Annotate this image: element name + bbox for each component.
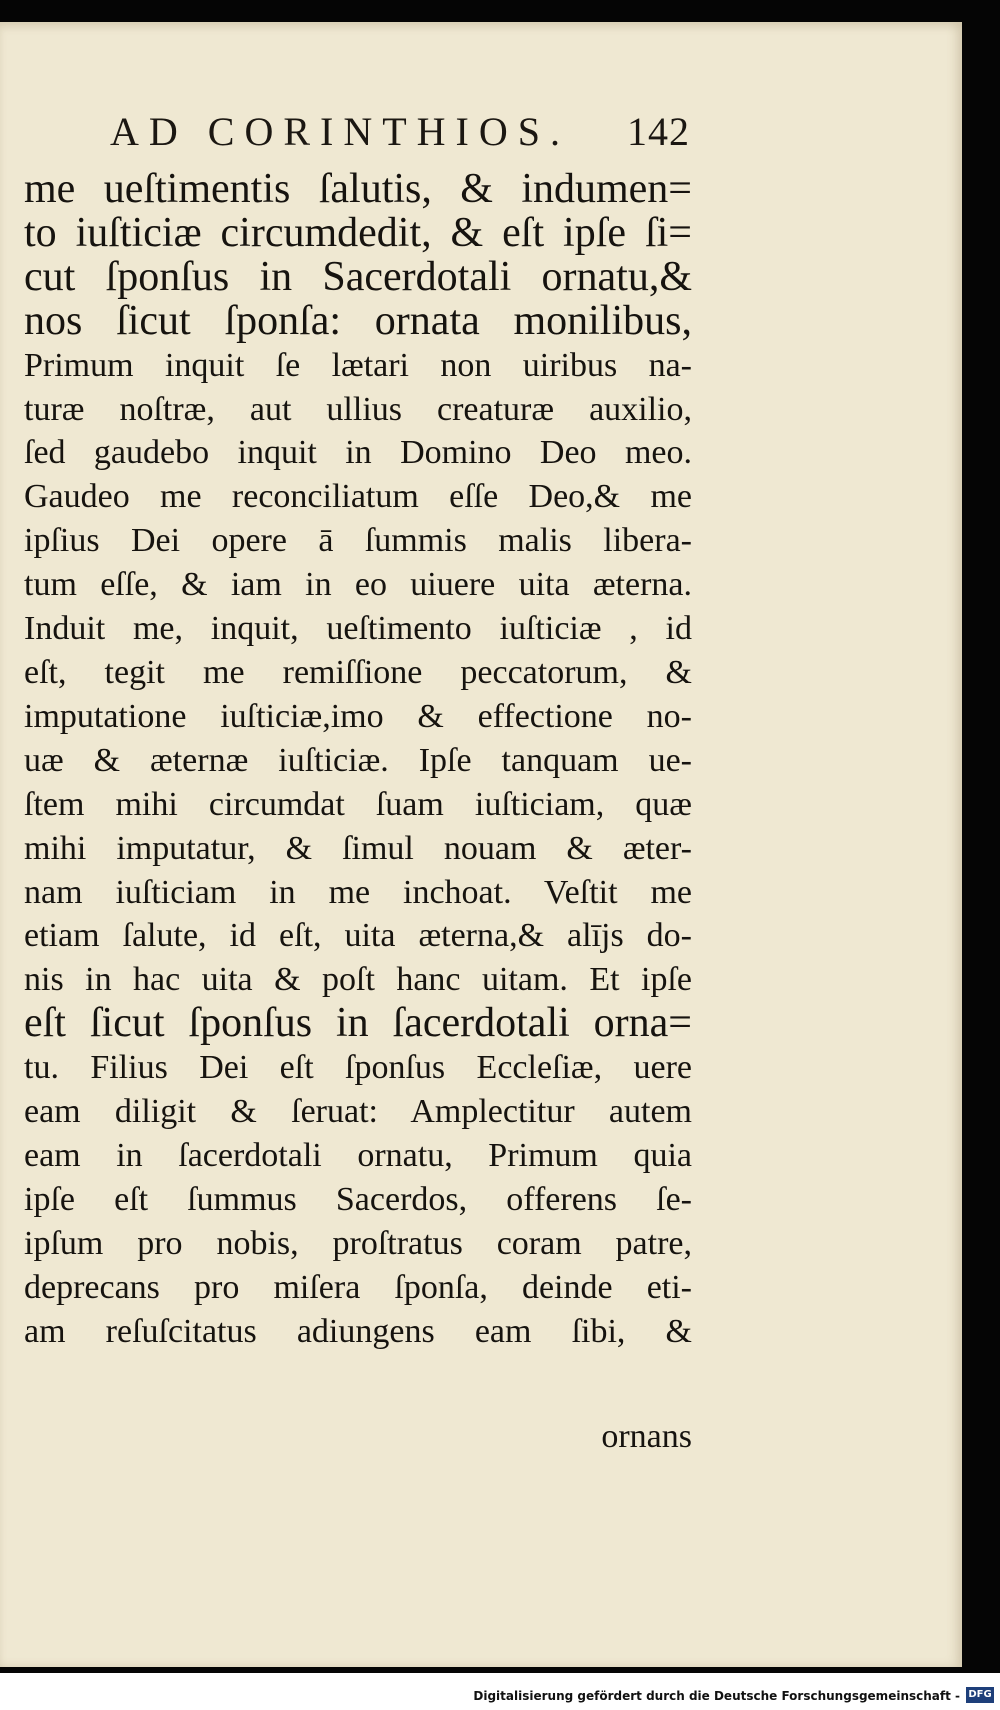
text-line: deprecans pro miſera ſponſa, deinde eti- — [24, 1268, 692, 1306]
text-line: me ueſtimentis ſalutis, & indumen= — [24, 166, 692, 212]
text-line: nis in hac uita & poſt hanc uitam. Et ipſe — [24, 961, 692, 999]
text-line: eſt, tegit me remiſſione peccatorum, & — [24, 653, 692, 691]
text-line: eam diligit & ſeruat: Amplectitur autem — [24, 1093, 692, 1131]
text-line: ipſius Dei opere ā ſummis malis libera- — [24, 522, 692, 560]
text-line: tu. Filius Dei eſt ſponſus Eccleſiæ, uere — [24, 1049, 692, 1087]
running-title: AD CORINTHIOS. — [110, 109, 570, 154]
text-line: turæ noſtræ, aut ullius creaturæ auxilio, — [24, 390, 692, 428]
catchword: ornans — [601, 1418, 692, 1455]
text-line: ipſe eſt ſummus Sacerdos, offerens ſe- — [24, 1180, 692, 1218]
text-line: Gaudeo me reconciliatum eſſe Deo,& me — [24, 478, 692, 516]
text-line: eſt ſicut ſponſus in ſacerdotali orna= — [24, 1000, 692, 1047]
text-line: Induit me, inquit, ueſtimento iuſticiæ , id — [24, 610, 692, 648]
text-line: tum eſſe, & iam in eo uiuere uita æterna. — [24, 566, 692, 604]
running-header — [110, 108, 690, 160]
text-line: Primum inquit ſe lætari non uiribus na- — [24, 346, 692, 384]
text-line: imputatione iuſticiæ,imo & effectione no- — [24, 697, 692, 735]
text-line: to iuſticiæ circumdedit, & eſt ipſe ſi= — [24, 209, 692, 256]
text-line: nos ſicut ſponſa: ornata monilibus, — [24, 297, 692, 344]
text-line: ſed gaudebo inquit in Domino Deo meo. — [24, 434, 692, 472]
body-text — [24, 168, 692, 1353]
text-line: ſtem mihi circumdat ſuam iuſticiam, quæ — [24, 785, 692, 823]
text-line: uæ & æternæ iuſticiæ. Ipſe tanquam ue- — [24, 741, 692, 779]
page-number: 142 — [627, 109, 690, 154]
dfg-logo: DFG — [966, 1687, 994, 1703]
digitization-footer — [0, 1673, 1000, 1710]
text-line: nam iuſticiam in me inchoat. Veſtit me — [24, 873, 692, 911]
text-line: etiam ſalute, id eſt, uita æterna,& alījs do- — [24, 917, 692, 955]
text-line: cut ſponſus in Sacerdotali ornatu,& — [24, 253, 692, 300]
text-line: ipſum pro nobis, proſtratus coram patre, — [24, 1224, 692, 1262]
text-line: mihi imputatur, & ſimul nouam & æter- — [24, 829, 692, 867]
text-line: am reſuſcitatus adiungens eam ſibi, & — [24, 1312, 692, 1350]
text-line: eam in ſacerdotali ornatu, Primum quia — [24, 1136, 692, 1174]
funding-credit: Digitalisierung gefördert durch die Deutsche Forschungsgemeinschaft - — [473, 1689, 960, 1703]
